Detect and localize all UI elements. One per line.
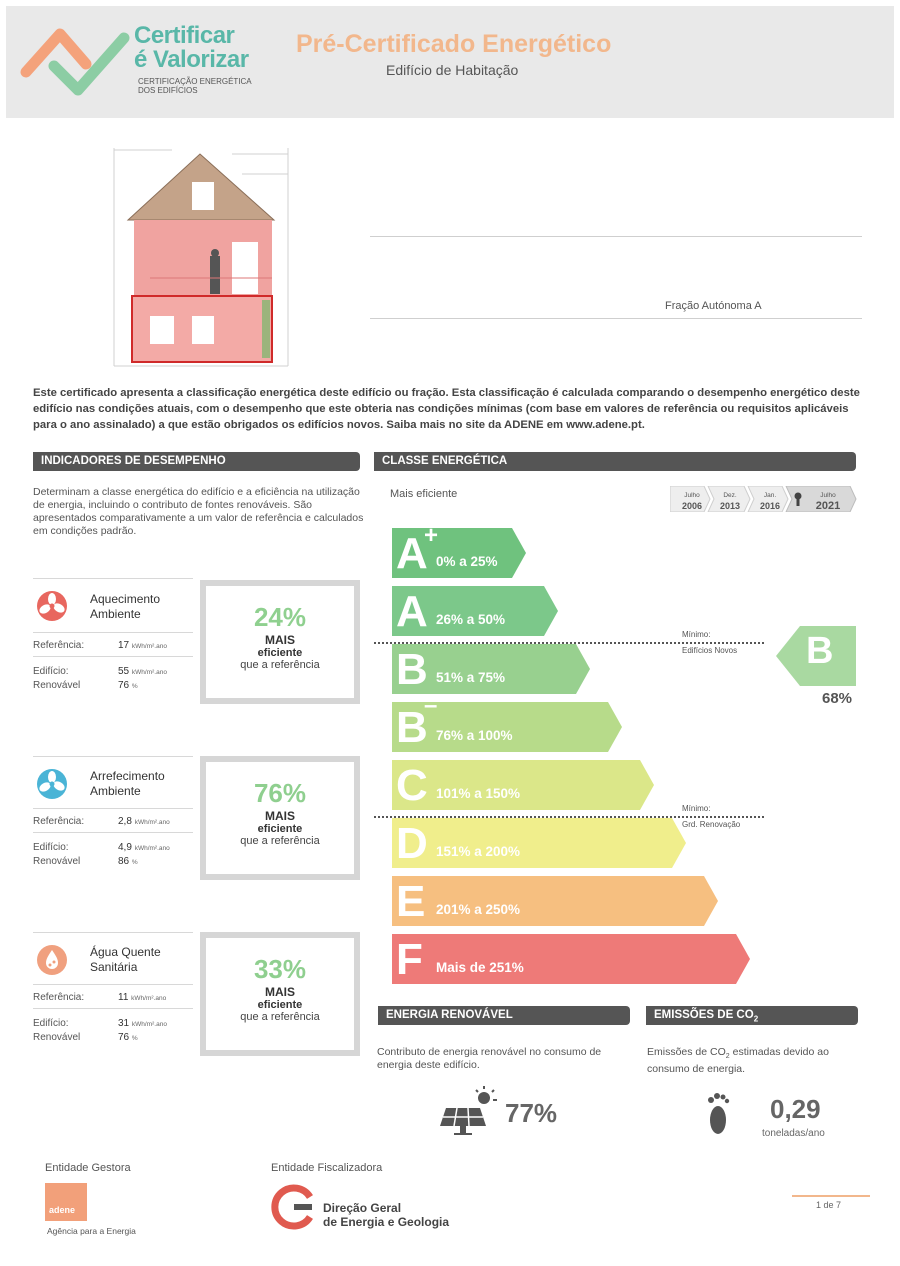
- energy-class-arrow: [392, 760, 656, 810]
- managing-entity-label: Entidade Gestora: [45, 1162, 131, 1174]
- result-class-letter: B: [806, 630, 834, 672]
- renewable-label: Renovável: [33, 680, 81, 691]
- year-2006: Julho 2006: [681, 492, 703, 511]
- year-2021: Julho 2021: [815, 492, 841, 512]
- energy-class-range: 151% a 200%: [436, 844, 521, 859]
- indicator-name: Aquecimento Ambiente: [90, 592, 161, 621]
- renewable-value: 86 %: [118, 856, 138, 867]
- reference-label: Referência:: [33, 992, 85, 1003]
- heating-fan-icon: [36, 590, 68, 622]
- indicator-divider: [33, 932, 193, 933]
- document-subtitle: Edifício de Habitação: [386, 62, 519, 78]
- co2-description: Emissões de $CO_2$ estimadas devido ao consumo de energia.: [647, 1046, 829, 1076]
- footprint-icon: [702, 1090, 734, 1136]
- energy-class-arrow: [392, 818, 688, 868]
- dgeg-name: Direção Geral de Energia e Geologia: [323, 1201, 450, 1229]
- min-renov-label: Mínimo:: [682, 804, 711, 813]
- more-efficient-label: Mais eficiente: [390, 488, 458, 500]
- indicator-divider: [33, 656, 193, 657]
- min-renovation-line: [374, 816, 764, 818]
- indicator-efficiency-box: [200, 932, 360, 1056]
- adene-logo-text: adene: [49, 1205, 76, 1215]
- energy-class-letter: B: [396, 645, 428, 694]
- energy-class-range: Mais de 251%: [436, 960, 524, 975]
- renewable-section-title: ENERGIA RENOVÁVEL: [378, 1006, 630, 1025]
- address-divider-top: [370, 236, 862, 237]
- efficiency-more: MAIS: [265, 633, 295, 647]
- energy-class-modifier: +: [424, 522, 439, 549]
- indicator-name: Água Quente Sanitária: [90, 945, 161, 974]
- energy-class-8: [392, 934, 752, 984]
- efficiency-percent: 76%: [253, 778, 307, 808]
- page-number: 1 de 7: [816, 1200, 842, 1210]
- efficiency-more: MAIS: [265, 809, 295, 823]
- indicator-divider: [33, 578, 193, 579]
- fraction-label: Fração Autónoma A: [665, 300, 762, 312]
- logo-line-1: Certificar: [134, 22, 235, 49]
- min-new-buildings-line: [374, 642, 764, 644]
- efficiency-more: MAIS: [265, 985, 295, 999]
- renewable-value: 76 %: [118, 1032, 138, 1043]
- renewable-label: Renovável: [33, 856, 81, 867]
- energy-class-arrow: [392, 876, 720, 926]
- energy-class-range: 201% a 250%: [436, 902, 521, 917]
- reference-value: 17 kWh/m².ano: [118, 640, 167, 651]
- energy-class-5: [392, 760, 656, 810]
- cooling-fan-icon: [36, 768, 68, 800]
- indicator-name: Arrefecimento Ambiente: [90, 769, 165, 798]
- energy-class-letter: A: [396, 587, 428, 636]
- certificar-logo-icon: [20, 20, 130, 100]
- indicator-divider: [33, 808, 193, 809]
- efficiency-word: eficiente: [257, 647, 303, 659]
- adene-logo: [45, 1183, 87, 1221]
- building-label: Edifício:: [33, 666, 69, 677]
- renewable-description: Contributo de energia renovável no consumo de energia deste edifício.: [377, 1046, 602, 1071]
- efficiency-reference: que a referência: [240, 835, 320, 847]
- energy-class-range: 101% a 150%: [436, 786, 521, 801]
- efficiency-word: eficiente: [257, 999, 303, 1011]
- building-illustration: [112, 144, 292, 370]
- energy-class-7: [392, 876, 720, 926]
- energy-class-section-title: CLASSE ENERGÉTICA: [374, 452, 856, 471]
- min-renov-value: Grd. Renovação: [682, 820, 741, 829]
- building-label: Edifício:: [33, 1018, 69, 1029]
- building-label: Edifício:: [33, 842, 69, 853]
- building-value: 55 kWh/m².ano: [118, 666, 167, 677]
- energy-class-letter: A: [396, 529, 428, 578]
- indicator-divider: [33, 984, 193, 985]
- co2-value: 0,29: [770, 1094, 821, 1124]
- efficiency-percent: 33%: [253, 954, 307, 984]
- building-value: 4,9 kWh/m².ano: [118, 842, 170, 853]
- co2-unit: toneladas/ano: [762, 1128, 825, 1139]
- energy-class-modifier: –: [424, 692, 438, 719]
- year-2016: Jan. 2016: [759, 492, 781, 511]
- min-new-value: Edifícios Novos: [682, 646, 738, 655]
- efficiency-word: eficiente: [257, 823, 303, 835]
- dgeg-logo-icon: [270, 1183, 318, 1231]
- reference-value: 11 kWh/m².ano: [118, 992, 167, 1003]
- energy-class-letter: E: [396, 877, 426, 926]
- indicator-efficiency-box: [200, 580, 360, 704]
- energy-class-arrow: [392, 934, 752, 984]
- energy-class-2: [392, 586, 560, 636]
- energy-class-3: [392, 644, 592, 694]
- renewable-label: Renovável: [33, 1032, 81, 1043]
- building-value: 31 kWh/m².ano: [118, 1018, 167, 1029]
- energy-class-letter: F: [396, 935, 423, 984]
- indicator-divider: [33, 1008, 193, 1009]
- adene-subtitle: Agência para a Energia: [47, 1226, 136, 1236]
- document-title: Pré-Certificado Energético: [296, 30, 612, 58]
- performance-section-title: INDICADORES DE DESEMPENHO: [33, 452, 360, 471]
- energy-class-range: 76% a 100%: [436, 728, 513, 743]
- efficiency-reference: que a referência: [240, 659, 320, 671]
- energy-class-letter: D: [396, 819, 428, 868]
- efficiency-percent: 24%: [253, 602, 307, 632]
- energy-class-range: 26% a 50%: [436, 612, 506, 627]
- renewable-value: 76 %: [118, 680, 138, 691]
- energy-class-range: 51% a 75%: [436, 670, 506, 685]
- energy-class-range: 0% a 25%: [436, 554, 498, 569]
- logo-line-2: é Valorizar: [134, 46, 249, 73]
- indicator-efficiency-box: [200, 756, 360, 880]
- co2-section-title: EMISSÕES DE $CO_2$: [646, 1006, 858, 1025]
- indicator-divider: [33, 832, 193, 833]
- page-indicator-line: [792, 1195, 870, 1197]
- reference-label: Referência:: [33, 640, 85, 651]
- year-2013: Dez. 2013: [719, 492, 741, 511]
- address-divider-bottom: [370, 318, 862, 319]
- efficiency-reference: que a referência: [240, 1011, 320, 1023]
- energy-class-1: [392, 522, 528, 578]
- reference-value: 2,8 kWh/m².ano: [118, 816, 170, 827]
- reference-label: Referência:: [33, 816, 85, 827]
- intro-text: Este certificado apresenta a classificação energética deste edifício ou fração. Esta classificação é calculada comparando o desempenho energético deste edifício nas condições atuais, com o desempenho que este obteria nas condições mínimas (com base em valores de referência ou requisitos aplicáveis para o ano assinalado) a que estão obrigados os edifícios novos. Saiba mais no site da ADENE em www.adene.pt.: [33, 387, 860, 431]
- supervising-entity-label: Entidade Fiscalizadora: [271, 1162, 383, 1174]
- energy-class-letter: C: [396, 761, 428, 810]
- energy-class-4: [392, 692, 624, 752]
- energy-class-6: [392, 818, 688, 868]
- result-percent: 68%: [822, 690, 853, 707]
- energy-class-letter: B: [396, 703, 428, 752]
- hot-water-icon: [36, 944, 68, 976]
- logo-tagline: CERTIFICAÇÃO ENERGÉTICA DOS EDIFÍCIOS: [138, 77, 252, 95]
- indicator-divider: [33, 756, 193, 757]
- performance-description: Determinam a classe energética do edifício e a eficiência na utilização de energia, incluindo o contributo de fontes renováveis. São apresentados comparativamente a um valor de referência e calculados em condições padrão.: [33, 486, 364, 537]
- solar-panel-icon: [440, 1086, 498, 1136]
- indicator-divider: [33, 632, 193, 633]
- min-new-label: Mínimo:: [682, 630, 711, 639]
- renewable-value: 77%: [505, 1098, 558, 1128]
